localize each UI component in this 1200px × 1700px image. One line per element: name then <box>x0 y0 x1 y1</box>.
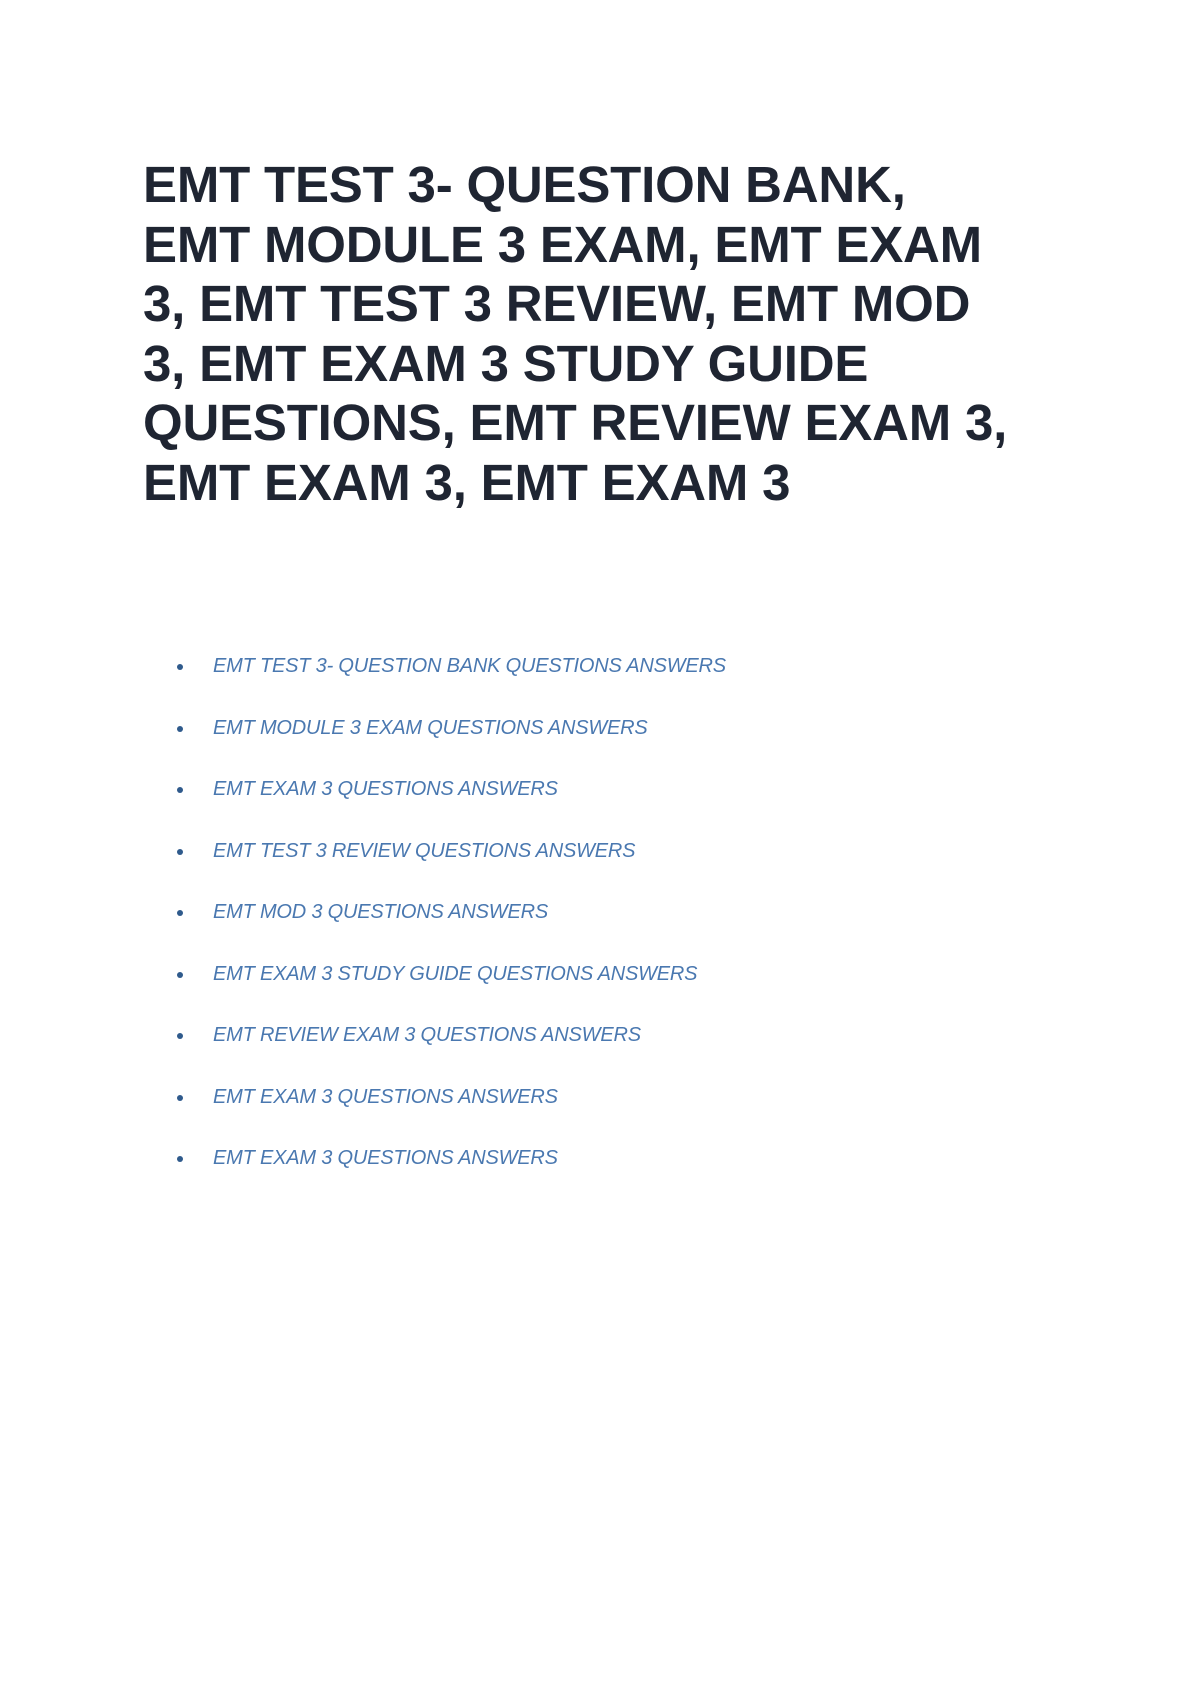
document-title: EMT TEST 3- QUESTION BANK, EMT MODULE 3 EXAM, EMT EXAM 3, EMT TEST 3 REVIEW, EMT MOD 3, EMT EXAM 3 STUDY GUIDE QUESTIONS, EMT REVIEW EXAM 3, EMT EXAM 3, EMT EXAM 3 <box>143 156 1008 511</box>
list-item <box>175 1084 726 1146</box>
question-link[interactable]: EMT MODULE 3 EXAM QUESTIONS ANSWERS <box>213 716 648 739</box>
bullet-icon <box>177 910 183 916</box>
bullet-icon <box>177 726 183 732</box>
bullet-icon <box>177 972 183 978</box>
list-item <box>175 653 726 715</box>
list-item <box>175 838 726 900</box>
question-link[interactable]: EMT MOD 3 QUESTIONS ANSWERS <box>213 901 549 923</box>
question-link-list <box>175 653 726 1207</box>
question-link[interactable]: EMT EXAM 3 QUESTIONS ANSWERS <box>213 778 558 800</box>
question-link[interactable]: EMT EXAM 3 QUESTIONS ANSWERS <box>213 1085 558 1108</box>
question-link[interactable]: EMT TEST 3- QUESTION BANK QUESTIONS ANSWERS <box>213 655 726 677</box>
bullet-icon <box>177 849 183 855</box>
list-item <box>175 961 726 1023</box>
list-item <box>175 715 726 777</box>
bullet-icon <box>177 664 183 670</box>
list-item <box>175 1145 726 1207</box>
list-item <box>175 776 726 838</box>
bullet-icon <box>177 1095 183 1101</box>
question-link[interactable]: EMT TEST 3 REVIEW QUESTIONS ANSWERS <box>213 839 636 862</box>
bullet-icon <box>177 787 183 793</box>
bullet-icon <box>177 1033 183 1039</box>
question-link[interactable]: EMT REVIEW EXAM 3 QUESTIONS ANSWERS <box>213 1024 641 1046</box>
list-item <box>175 1022 726 1084</box>
list-item <box>175 899 726 961</box>
bullet-icon <box>177 1156 183 1162</box>
question-link[interactable]: EMT EXAM 3 QUESTIONS ANSWERS <box>213 1147 558 1169</box>
question-link[interactable]: EMT EXAM 3 STUDY GUIDE QUESTIONS ANSWERS <box>213 962 698 985</box>
